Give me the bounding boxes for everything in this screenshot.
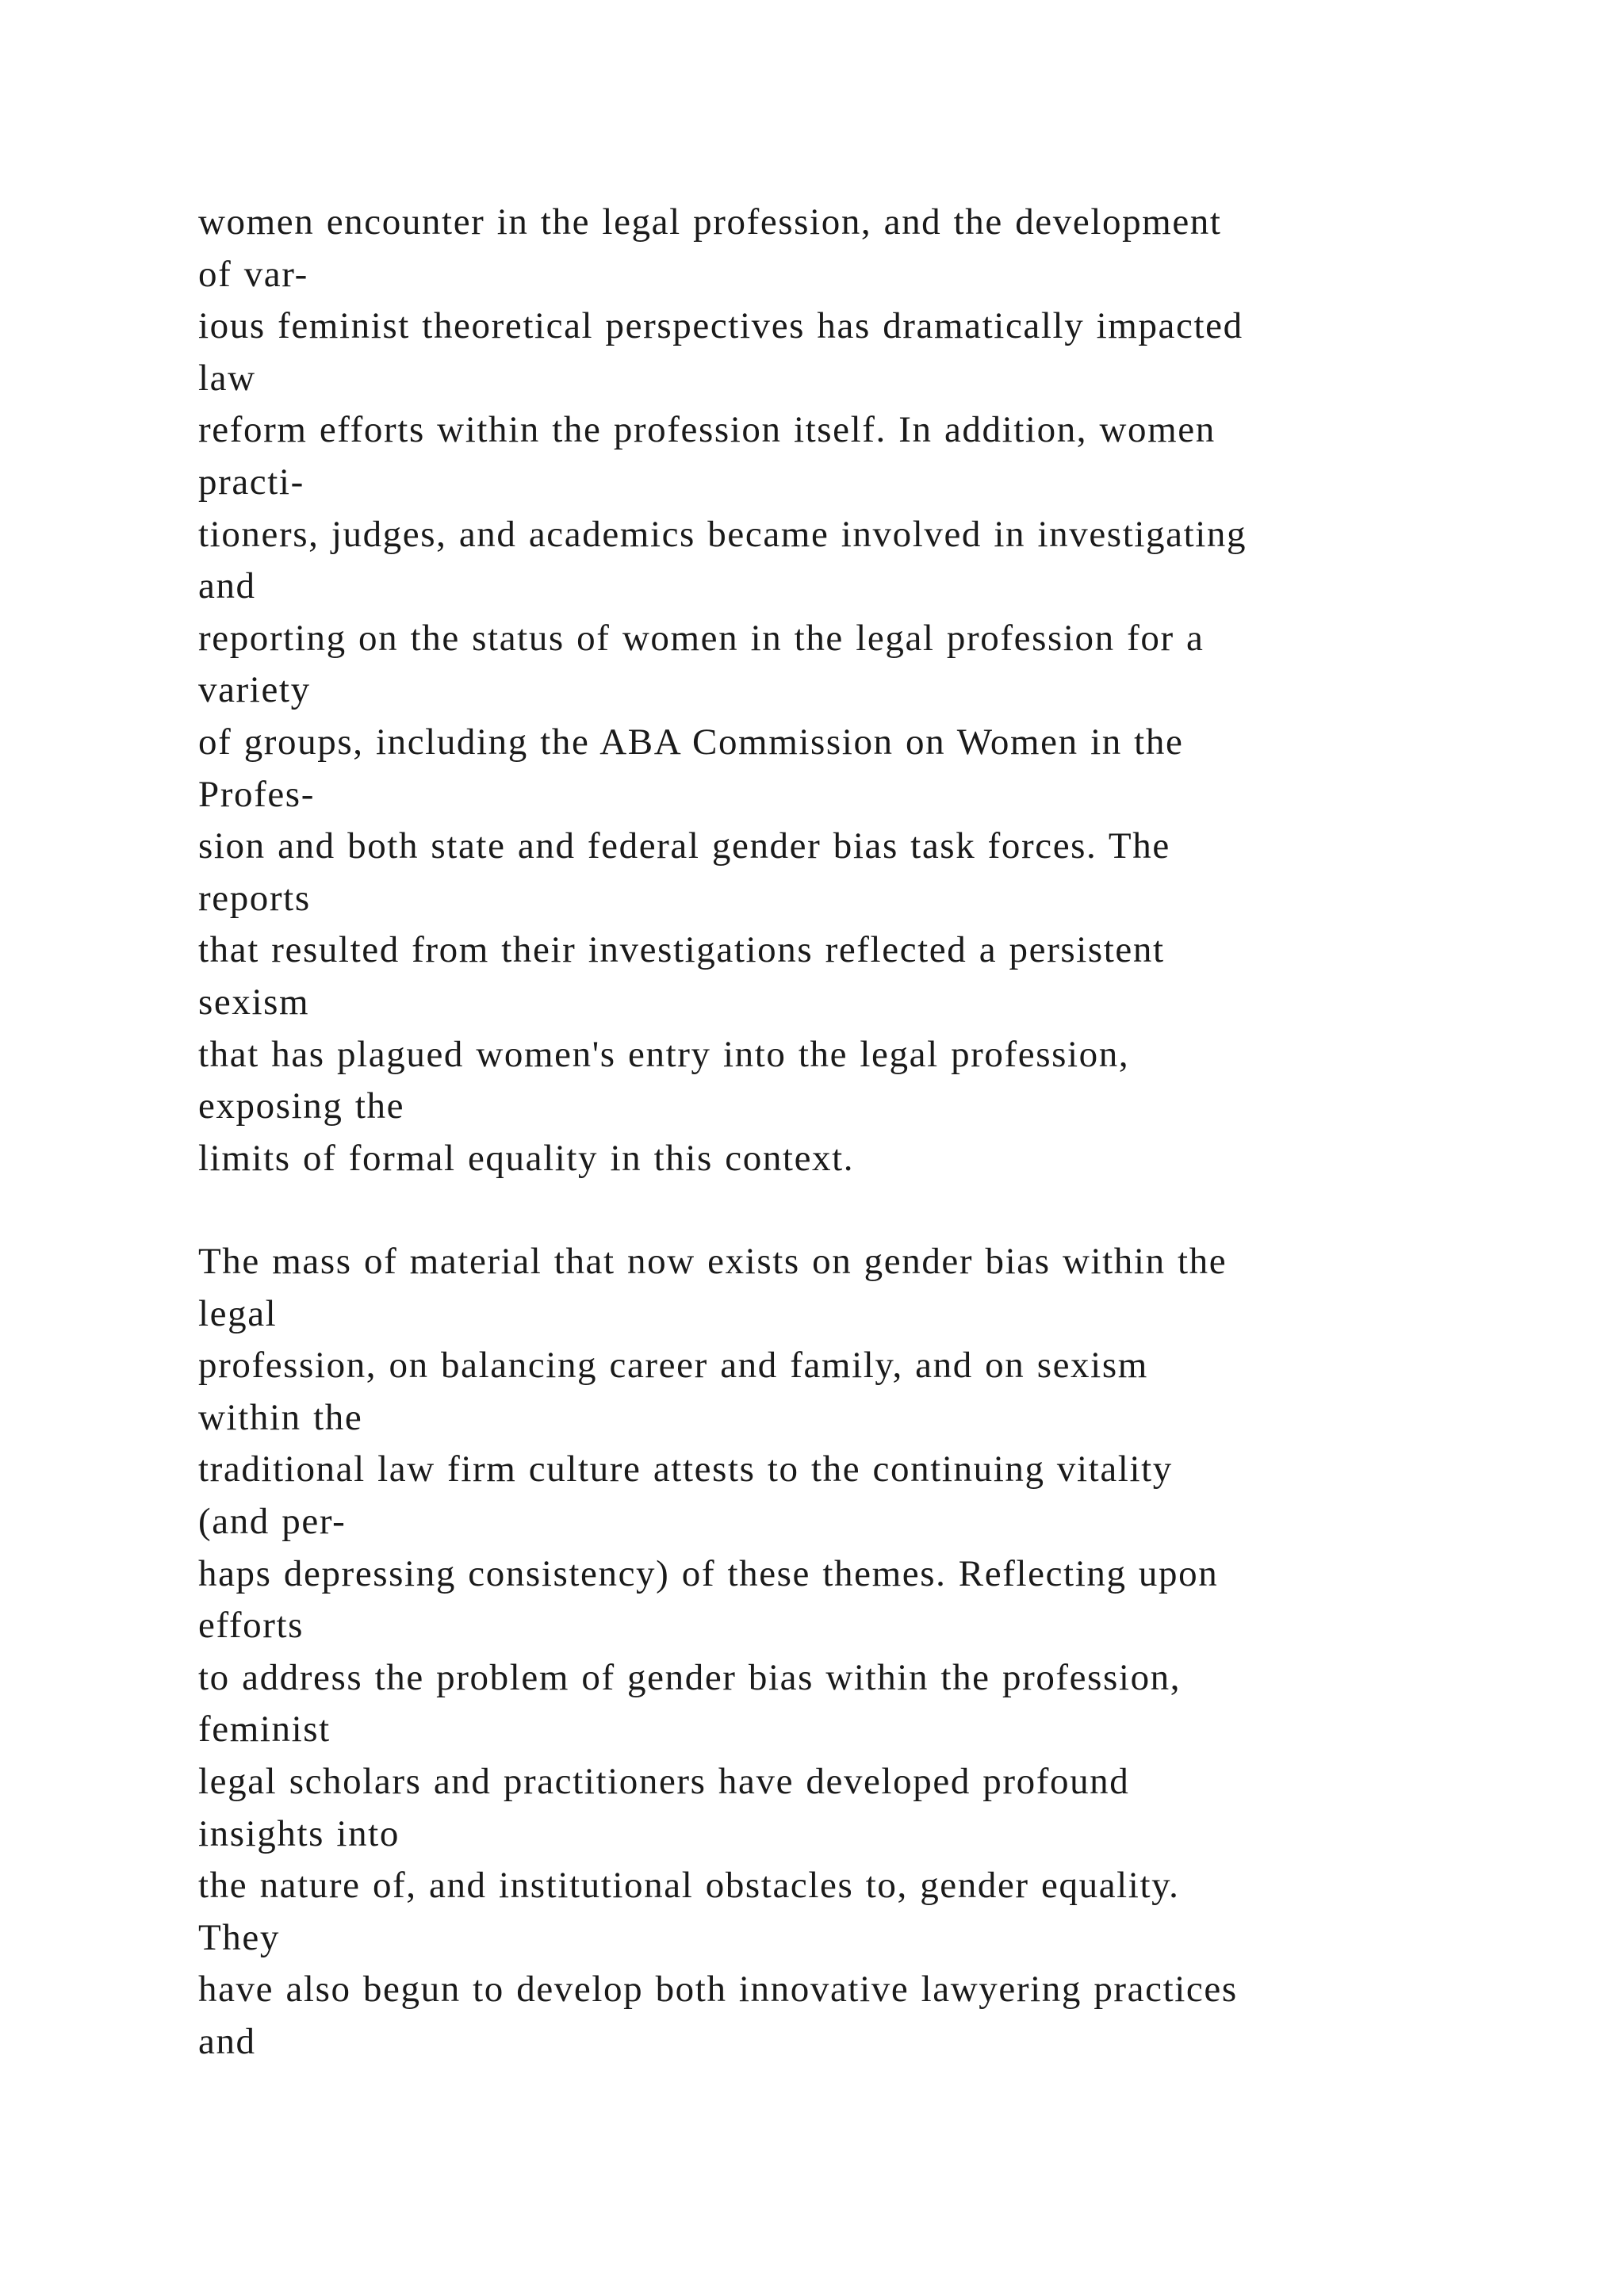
text-line: legal scholars and practitioners have developed profound xyxy=(198,1760,1130,1802)
text-line: to address the problem of gender bias within the profession, xyxy=(198,1656,1182,1698)
text-line: the nature of, and institutional obstacles to, gender equality. xyxy=(198,1865,1180,1907)
text-line: of var- xyxy=(198,253,308,295)
text-line: feminist xyxy=(198,1709,331,1751)
text-line: ious feminist theoretical perspectives has dramatically impacted xyxy=(198,305,1243,347)
paragraph-1 xyxy=(198,197,1594,1184)
text-line: traditional law firm culture attests to the continuing vitality xyxy=(198,1448,1173,1490)
text-line: efforts xyxy=(198,1605,304,1647)
text-line: that resulted from their investigations reflected a persistent xyxy=(198,929,1165,971)
text-line: The mass of material that now exists on gender bias within the xyxy=(198,1241,1228,1282)
text-line: sion and both state and federal gender bias task forces. The xyxy=(198,825,1170,867)
text-line: of groups, including the ABA Commission on Women in the xyxy=(198,721,1184,763)
text-line: variety xyxy=(198,669,311,711)
text-line: practi- xyxy=(198,461,304,503)
text-line: tioners, judges, and academics became involved in investigating xyxy=(198,513,1247,555)
text-line: and xyxy=(198,565,256,607)
text-line: have also begun to develop both innovative lawyering practices xyxy=(198,1969,1238,2011)
text-line: within the xyxy=(198,1396,363,1438)
text-line: profession, on balancing career and family, and on sexism xyxy=(198,1345,1148,1387)
text-line: haps depressing consistency) of these themes. Reflecting upon xyxy=(198,1552,1219,1594)
text-line: sexism xyxy=(198,981,310,1023)
text-line: limits of formal equality in this context. xyxy=(198,1137,855,1179)
text-line: They xyxy=(198,1916,280,1958)
text-line: law xyxy=(198,357,256,399)
text-line: reform efforts within the profession itself. In addition, women xyxy=(198,409,1216,451)
text-line: Profes- xyxy=(198,773,315,815)
text-line: and xyxy=(198,2020,256,2062)
text-line: (and per- xyxy=(198,1500,347,1542)
text-line: that has plagued women's entry into the legal profession, xyxy=(198,1033,1130,1075)
text-line: women encounter in the legal profession, and the development xyxy=(198,201,1222,243)
text-line: reporting on the status of women in the legal profession for a xyxy=(198,617,1205,659)
text-line: exposing the xyxy=(198,1085,405,1127)
text-line: insights into xyxy=(198,1812,400,1854)
paragraph-2 xyxy=(198,1236,1594,2068)
text-line: reports xyxy=(198,877,311,919)
text-line: legal xyxy=(198,1292,278,1334)
